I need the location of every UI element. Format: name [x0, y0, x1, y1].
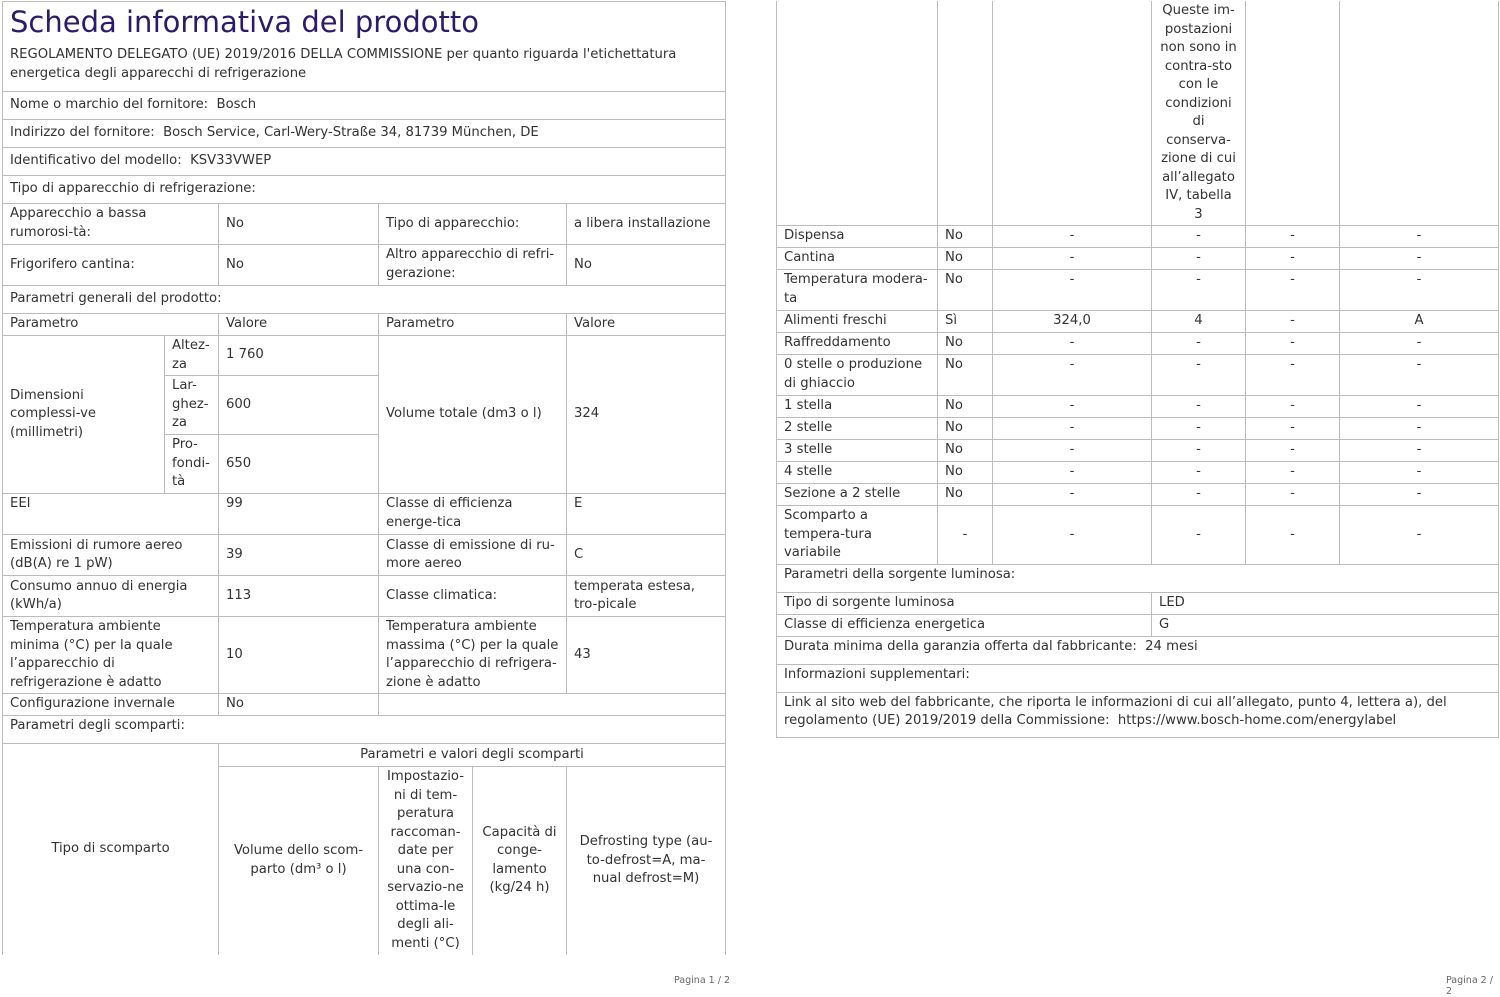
- manufacturer-link-text: Link al sito web del fabbricante, che riporta le informazioni di cui all’allegato, punto 4, lettera a), del regolamento (UE) 2019/2019 della Commissione:: [784, 694, 1447, 728]
- climate-class-label: Classe climatica:: [379, 576, 567, 617]
- model-id: KSV33VWEP: [190, 153, 272, 169]
- compartment-present: No: [938, 226, 993, 248]
- compartment-row: [777, 248, 1499, 270]
- compartment-defrost: -: [1340, 270, 1499, 311]
- wine-storage-label: Frigorifero cantina:: [3, 245, 219, 286]
- compartment-name: Raffreddamento: [777, 333, 938, 355]
- eei-label: EEI: [3, 494, 219, 535]
- compartment-defrost: -: [1340, 355, 1499, 396]
- compartment-defrost: -: [1340, 462, 1499, 484]
- compartment-volume: -: [993, 355, 1152, 396]
- compartment-present: No: [938, 270, 993, 311]
- page-title: Scheda informativa del prodotto: [3, 2, 726, 41]
- appliance-type-heading: Tipo di apparecchio di refrigerazione:: [3, 176, 726, 204]
- compartment-present: No: [938, 418, 993, 440]
- min-temp-value: 10: [219, 617, 379, 694]
- freezing-capacity-col-header: Capacità di conge-lamento (kg/24 h): [473, 767, 567, 955]
- defrost-type-col-header: Defrosting type (au-to-defrost=A, ma-nual defrost=M): [567, 767, 726, 955]
- param-header-1: Parametro: [3, 314, 219, 336]
- header-empty-1: [777, 1, 938, 226]
- compartment-freezing: -: [1246, 440, 1340, 462]
- compartment-name: Temperatura modera-ta: [777, 270, 938, 311]
- compartment-present: No: [938, 396, 993, 418]
- depth-value: 650: [219, 435, 379, 494]
- compartment-defrost: -: [1340, 506, 1499, 565]
- compartment-present: -: [938, 506, 993, 565]
- compartment-name: 1 stella: [777, 396, 938, 418]
- compartment-freezing: -: [1246, 355, 1340, 396]
- annual-energy-value: 113: [219, 576, 379, 617]
- energy-class-value: E: [567, 494, 726, 535]
- compartment-present: No: [938, 333, 993, 355]
- compartment-params-label: Parametri e valori degli scomparti: [219, 744, 726, 767]
- warranty-value: 24 mesi: [1145, 638, 1198, 654]
- climate-class-value: temperata estesa, tro-picale: [567, 576, 726, 617]
- compartment-rows: [777, 226, 1499, 565]
- noise-label: Emissioni di rumore aereo (dB(A) re 1 pW): [3, 535, 219, 576]
- compartment-volume: 324,0: [993, 311, 1152, 333]
- compartment-freezing: -: [1246, 270, 1340, 311]
- wine-storage-value: No: [219, 245, 379, 286]
- compartment-volume: -: [993, 484, 1152, 506]
- supplier-address-label: Indirizzo del fornitore:: [10, 125, 155, 141]
- height-value: 1 760: [219, 336, 379, 376]
- compartment-temp: -: [1152, 355, 1246, 396]
- compartment-volume: -: [993, 333, 1152, 355]
- compartment-volume: -: [993, 506, 1152, 565]
- compartment-volume: -: [993, 418, 1152, 440]
- compartment-row: [777, 484, 1499, 506]
- compartment-row: [777, 333, 1499, 355]
- min-temp-label: Temperatura ambiente minima (°C) per la quale l’apparecchio di refrigerazione è adatto: [3, 617, 219, 694]
- dimensions-label: Dimensioni complessi-ve (millimetri): [3, 336, 165, 494]
- compartment-volume: -: [993, 462, 1152, 484]
- height-label: Altez-za: [165, 336, 219, 376]
- manufacturer-link-row: [777, 692, 1499, 737]
- compartment-type-label: Tipo di scomparto: [3, 744, 219, 955]
- header-empty-6: [1340, 1, 1499, 226]
- width-label: Lar-ghez-za: [165, 376, 219, 435]
- compartment-name: 0 stelle o produzione di ghiaccio: [777, 355, 938, 396]
- warranty-label: Durata minima della garanzia offerta dal fabbricante:: [784, 638, 1137, 654]
- compartments-heading: Parametri degli scomparti:: [3, 716, 726, 744]
- supplier-name-row: [3, 92, 726, 120]
- compartment-volume: -: [993, 226, 1152, 248]
- compartment-temp: -: [1152, 418, 1246, 440]
- energy-class-label: Classe di efficienza energe-tica: [379, 494, 567, 535]
- compartment-volume: -: [993, 396, 1152, 418]
- max-temp-value: 43: [567, 617, 726, 694]
- compartment-present: Sì: [938, 311, 993, 333]
- compartment-name: Alimenti freschi: [777, 311, 938, 333]
- max-temp-label: Temperatura ambiente massima (°C) per la quale l’apparecchio di refrigera-zione è adatto: [379, 617, 567, 694]
- compartment-volume: -: [993, 440, 1152, 462]
- compartment-defrost: -: [1340, 333, 1499, 355]
- compartment-name: Sezione a 2 stelle: [777, 484, 938, 506]
- compartment-row: [777, 440, 1499, 462]
- compartment-temp: -: [1152, 270, 1246, 311]
- page-number-2: Pagina 2 / 2: [1446, 975, 1493, 997]
- compartment-row: [777, 226, 1499, 248]
- header-empty-3: [993, 1, 1152, 226]
- supplier-name: Bosch: [216, 97, 257, 113]
- low-noise-value: No: [219, 204, 379, 245]
- compartment-name: 4 stelle: [777, 462, 938, 484]
- light-source-heading: Parametri della sorgente luminosa:: [777, 564, 1499, 592]
- light-type-value: LED: [1152, 592, 1499, 614]
- compartment-name: 3 stelle: [777, 440, 938, 462]
- value-header-2: Valore: [567, 314, 726, 336]
- compartment-temp: 4: [1152, 311, 1246, 333]
- annual-energy-label: Consumo annuo di energia (kWh/a): [3, 576, 219, 617]
- other-appliance-value: No: [567, 245, 726, 286]
- model-row: [3, 148, 726, 176]
- compartment-defrost: -: [1340, 418, 1499, 440]
- low-noise-label: Apparecchio a bassa rumorosi-tà:: [3, 204, 219, 245]
- compartment-defrost: -: [1340, 226, 1499, 248]
- recommended-temp-col-header: Impostazio-ni di tem-peratura raccoman-date per una con-servazio-ne ottima-le degli ali-menti (°C): [379, 767, 473, 955]
- total-volume-label: Volume totale (dm3 o l): [379, 336, 567, 494]
- compartment-temp: -: [1152, 396, 1246, 418]
- noise-class-value: C: [567, 535, 726, 576]
- regulation-text: REGOLAMENTO DELEGATO (UE) 2019/2016 DELLA COMMISSIONE per quanto riguarda l'etichettatura energetica degli apparecchi di refrigerazione: [3, 40, 726, 92]
- compartment-name: 2 stelle: [777, 418, 938, 440]
- compartment-freezing: -: [1246, 462, 1340, 484]
- compartment-name: Dispensa: [777, 226, 938, 248]
- noise-value: 39: [219, 535, 379, 576]
- light-type-label: Tipo di sorgente luminosa: [777, 592, 1152, 614]
- value-header-1: Valore: [219, 314, 379, 336]
- header-empty-5: [1246, 1, 1340, 226]
- general-params-heading: Parametri generali del prodotto:: [3, 286, 726, 314]
- light-class-value: G: [1152, 614, 1499, 636]
- compartment-freezing: -: [1246, 418, 1340, 440]
- model-label: Identificativo del modello:: [10, 153, 182, 169]
- compartment-defrost: -: [1340, 396, 1499, 418]
- additional-info-heading: Informazioni supplementari:: [777, 664, 1499, 692]
- supplier-address: Bosch Service, Carl-Wery-Straße 34, 81739 München, DE: [163, 125, 539, 141]
- noise-class-label: Classe di emissione di ru-more aereo: [379, 535, 567, 576]
- manufacturer-link-url[interactable]: https://www.bosch-home.com/energylabel: [1117, 713, 1397, 728]
- volume-col-header: Volume dello scom-parto (dm³ o l): [219, 767, 379, 955]
- compartment-defrost: A: [1340, 311, 1499, 333]
- appliance-type-label: Tipo di apparecchio:: [379, 204, 567, 245]
- warranty-row: [777, 636, 1499, 664]
- compartment-defrost: -: [1340, 484, 1499, 506]
- compartment-row: [777, 396, 1499, 418]
- compartment-name: Cantina: [777, 248, 938, 270]
- compartment-freezing: -: [1246, 311, 1340, 333]
- compartment-freezing: -: [1246, 484, 1340, 506]
- compartment-present: No: [938, 462, 993, 484]
- compartment-temp: -: [1152, 333, 1246, 355]
- compartment-temp: -: [1152, 484, 1246, 506]
- product-info-sheet-page-2: [776, 1, 1499, 738]
- compartment-present: No: [938, 248, 993, 270]
- compartment-row: [777, 355, 1499, 396]
- product-info-sheet-page-1: [2, 1, 726, 955]
- compartment-freezing: -: [1246, 506, 1340, 565]
- compartment-row: [777, 418, 1499, 440]
- compartment-defrost: -: [1340, 440, 1499, 462]
- supplier-name-label: Nome o marchio del fornitore:: [10, 97, 209, 113]
- width-value: 600: [219, 376, 379, 435]
- compartment-row: [777, 270, 1499, 311]
- compartment-temp: -: [1152, 226, 1246, 248]
- winter-empty: [379, 694, 726, 716]
- header-empty-2: [938, 1, 993, 226]
- compartment-freezing: -: [1246, 396, 1340, 418]
- eei-value: 99: [219, 494, 379, 535]
- appliance-type-value: a libera installazione: [567, 204, 726, 245]
- compartment-present: No: [938, 355, 993, 396]
- page-number-1: Pagina 1 / 2: [674, 975, 730, 986]
- compartment-present: No: [938, 440, 993, 462]
- page-bottom-area: [0, 960, 1500, 988]
- winter-value: No: [219, 694, 379, 716]
- compartment-row: [777, 311, 1499, 333]
- compartment-defrost: -: [1340, 248, 1499, 270]
- other-appliance-label: Altro apparecchio di refri-gerazione:: [379, 245, 567, 286]
- compartment-name: Scomparto a tempera-tura variabile: [777, 506, 938, 565]
- param-header-2: Parametro: [379, 314, 567, 336]
- light-class-label: Classe di efficienza energetica: [777, 614, 1152, 636]
- compartment-volume: -: [993, 270, 1152, 311]
- temp-settings-note: Queste im-postazioni non sono in contra-sto con le condizioni di conserva-zione di cui all’allegato IV, tabella 3: [1152, 1, 1246, 226]
- winter-label: Configurazione invernale: [3, 694, 219, 716]
- compartment-present: No: [938, 484, 993, 506]
- compartment-row: [777, 462, 1499, 484]
- compartment-temp: -: [1152, 462, 1246, 484]
- compartment-temp: -: [1152, 506, 1246, 565]
- compartment-freezing: -: [1246, 226, 1340, 248]
- compartment-temp: -: [1152, 440, 1246, 462]
- total-volume-value: 324: [567, 336, 726, 494]
- compartment-freezing: -: [1246, 333, 1340, 355]
- compartment-temp: -: [1152, 248, 1246, 270]
- depth-label: Pro-fondi-tà: [165, 435, 219, 494]
- compartment-freezing: -: [1246, 248, 1340, 270]
- compartment-row: [777, 506, 1499, 565]
- compartment-volume: -: [993, 248, 1152, 270]
- supplier-address-row: [3, 120, 726, 148]
